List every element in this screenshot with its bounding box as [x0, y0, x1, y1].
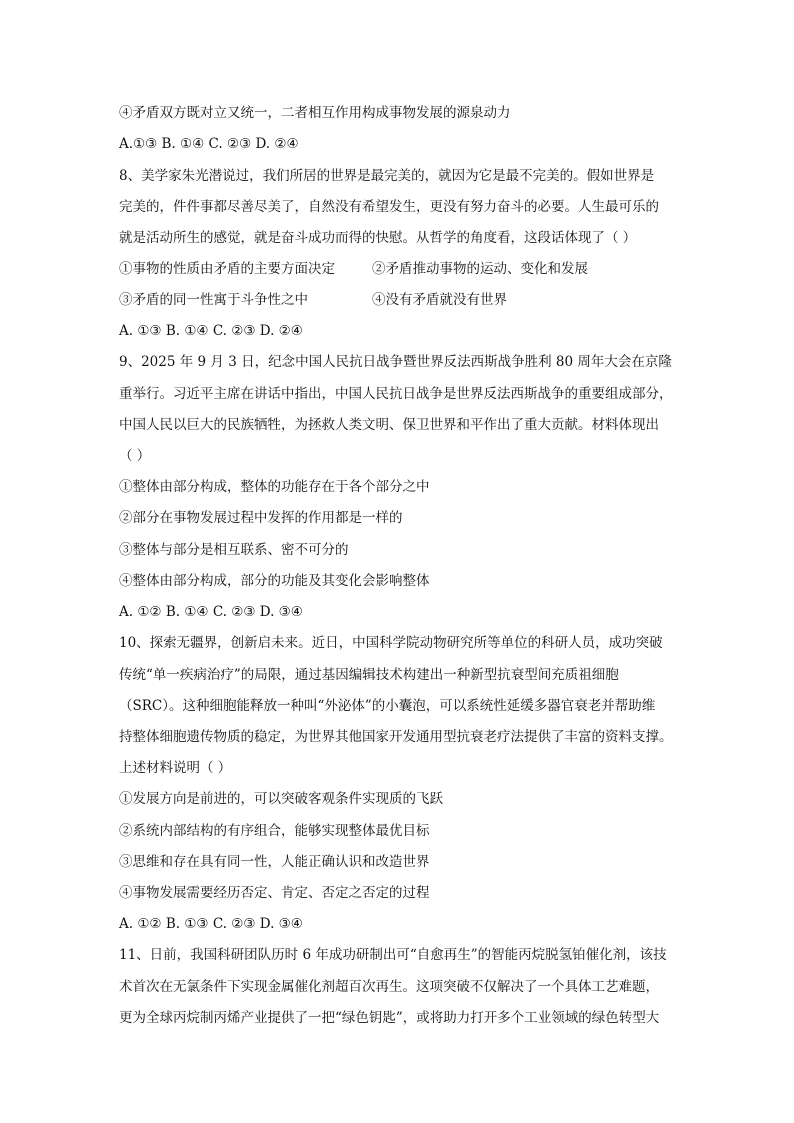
q11-stem-line-1: 11、日前，我国科研团队历时 6 年成功研制出可“自愈再生”的智能丙烷脱氢铂催化剂，该技 — [119, 947, 667, 963]
q8-option-1: ①事物的性质由矛盾的主要方面决定 — [119, 261, 335, 277]
q10-option-3: ③思维和存在具有同一性，人能正确认识和改造世界 — [119, 854, 430, 870]
q9-option-3: ③整体与部分是相互联系、密不可分的 — [119, 542, 349, 558]
q9-stem-line-4: （ ） — [119, 448, 151, 464]
q10-stem-line-4: 持整体细胞遗传物质的稳定，为世界其他国家开发通用型抗衰老疗法提供了丰富的资料支撑。 — [119, 729, 673, 745]
q10-stem-line-5: 上述材料说明（ ） — [119, 760, 232, 776]
q10-stem-line-1: 10、探索无疆界，创新启未来。近日，中国科学院动物研究所等单位的科研人员，成功突破 — [119, 635, 663, 651]
q10-option-2: ②系统内部结构的有序组合，能够实现整体最优目标 — [119, 823, 430, 839]
q9-option-1: ①整体由部分构成，整体的功能存在于各个部分之中 — [119, 479, 430, 495]
q9-stem-line-3: 中国人民以巨大的民族牺牲，为拯救人类文明、保卫世界和平作出了重大贡献。材料体现出 — [119, 417, 659, 433]
q8-stem-line-1: 8、美学家朱光潜说过，我们所居的世界是最完美的，就因为它是最不完美的。假如世界是 — [119, 168, 655, 184]
q9-answer-choices: A. ①② B. ①④ C. ②③ D. ③④ — [119, 604, 303, 620]
q9-option-4: ④整体由部分构成，部分的功能及其变化会影响整体 — [119, 573, 430, 589]
q7-answer-choices: A.①③ B. ①④ C. ②③ D. ②④ — [119, 136, 299, 152]
q8-stem-line-3: 就是活动所生的感觉，就是奋斗成功而得的快慰。从哲学的角度看，这段话体现了（ ） — [119, 230, 637, 246]
q10-stem-line-3: （SRC）。这种细胞能释放一种叫“外泌体”的小囊泡，可以系统性延缓多器官衰老并帮助维 — [119, 698, 656, 714]
q11-stem-line-2: 术首次在无氯条件下实现金属催化剂超百次再生。这项突破不仅解决了一个具体工艺难题， — [119, 979, 659, 995]
q9-stem-line-1: 9、2025 年 9 月 3 日，纪念中国人民抗日战争暨世界反法西斯战争胜利 80 周年大会在京隆 — [119, 354, 672, 370]
q10-option-1: ①发展方向是前进的，可以突破客观条件实现质的飞跃 — [119, 791, 443, 807]
q8-option-2: ②矛盾推动事物的运动、变化和发展 — [372, 261, 588, 277]
q10-answer-choices: A. ①② B. ①③ C. ②③ D. ③④ — [119, 916, 303, 932]
q11-stem-line-3: 更为全球丙烷制丙烯产业提供了一把“绿色钥匙”，或将助力打开多个工业领域的绿色转型大 — [119, 1010, 660, 1026]
q9-stem-line-2: 重举行。习近平主席在讲话中指出，中国人民抗日战争是世界反法西斯战争的重要组成部分， — [119, 386, 673, 402]
q10-option-4: ④事物发展需要经历否定、肯定、否定之否定的过程 — [119, 885, 430, 901]
q9-option-2: ②部分在事物发展过程中发挥的作用都是一样的 — [119, 510, 403, 526]
q7-option-4: ④矛盾双方既对立又统一，二者相互作用构成事物发展的源泉动力 — [119, 105, 511, 121]
q8-answer-choices: A. ①③ B. ①④ C. ②③ D. ②④ — [119, 323, 303, 339]
q8-option-3: ③矛盾的同一性寓于斗争性之中 — [119, 292, 308, 308]
q8-option-4: ④没有矛盾就没有世界 — [372, 292, 507, 308]
q8-stem-line-2: 完美的，件件事都尽善尽美了，自然没有希望发生，更没有努力奋斗的必要。人生最可乐的 — [119, 199, 659, 215]
q10-stem-line-2: 传统“单一疾病治疗”的局限，通过基因编辑技术构建出一种新型抗衰型间充质祖细胞 — [119, 667, 619, 683]
